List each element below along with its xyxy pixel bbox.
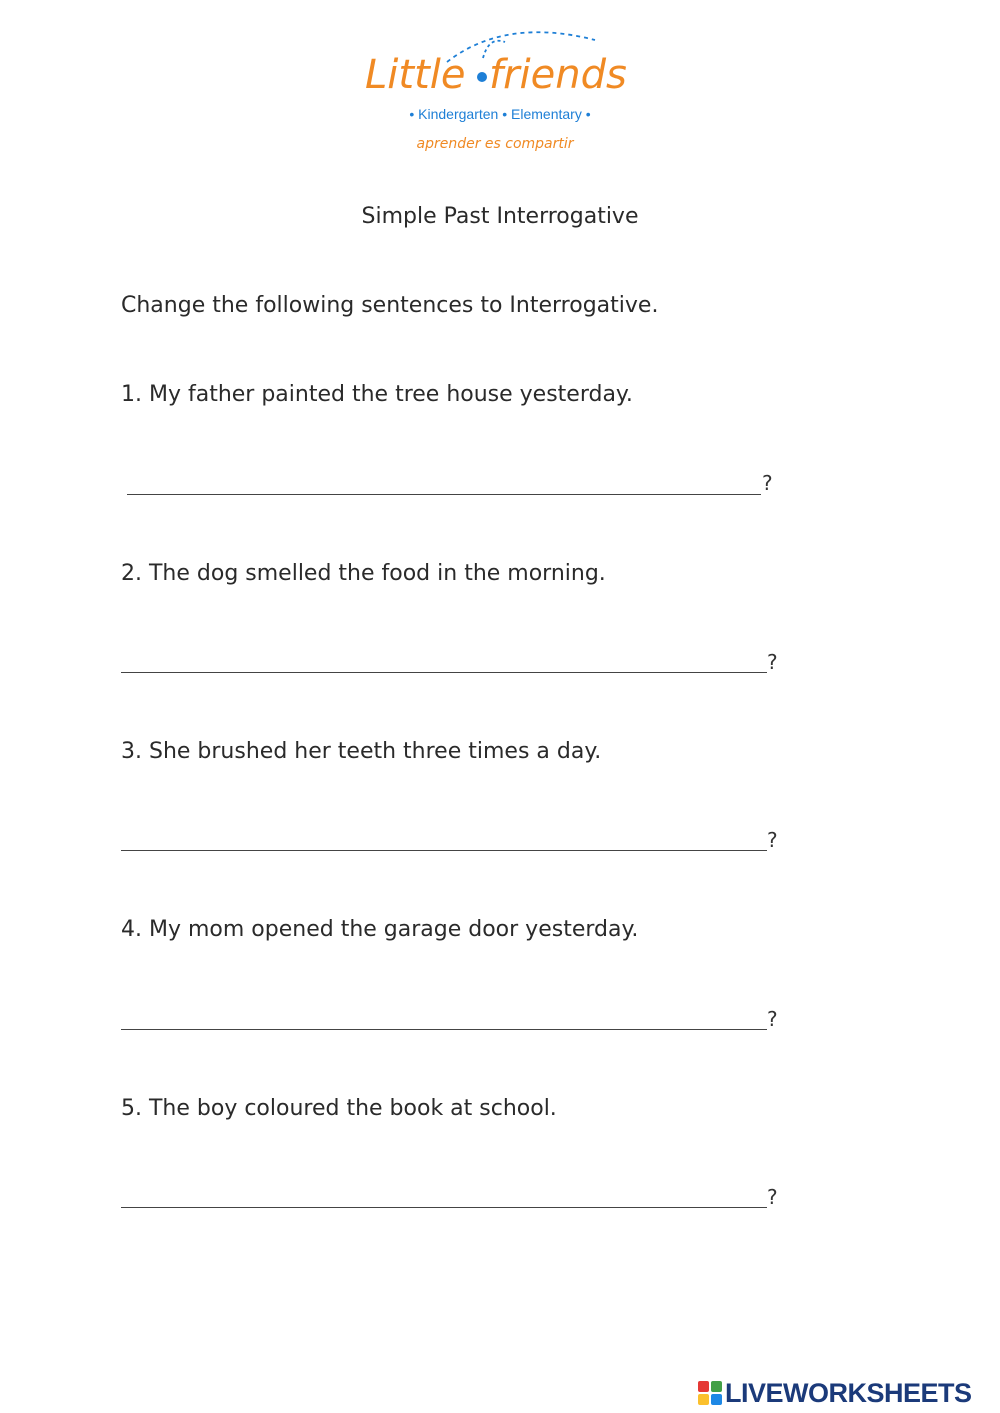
worksheet-title: Simple Past Interrogative — [361, 204, 639, 229]
answer-question-mark-5: ? — [767, 1185, 778, 1209]
logo-tagline: aprender es compartir — [416, 136, 574, 152]
liveworksheets-blocks-icon — [698, 1381, 722, 1405]
question-2: 2. The dog smelled the food in the morning. — [121, 561, 606, 586]
logo-word-little: Little — [365, 52, 466, 98]
block-blue — [711, 1394, 722, 1405]
answer-question-mark-2: ? — [767, 650, 778, 674]
question-3: 3. She brushed her teeth three times a day. — [121, 739, 602, 764]
question-5: 5. The boy coloured the book at school. — [121, 1096, 557, 1121]
liveworksheets-text: LIVEWORKSHEETS — [725, 1378, 972, 1408]
answer-question-mark-1: ? — [762, 471, 773, 495]
answer-line-4[interactable] — [121, 1029, 767, 1030]
answer-line-3[interactable] — [121, 850, 767, 851]
answer-question-mark-3: ? — [767, 828, 778, 852]
block-yellow — [698, 1394, 709, 1405]
logo-word-friends: friends — [489, 52, 627, 98]
little-friends-logo — [355, 22, 645, 157]
logo-subtitle: • Kindergarten • Elementary • — [409, 106, 591, 122]
worksheet-instruction: Change the following sentences to Interrogative. — [121, 293, 659, 318]
liveworksheets-brand — [698, 1378, 994, 1408]
logo-dot-icon — [477, 72, 487, 82]
answer-line-2[interactable] — [121, 672, 767, 673]
question-4: 4. My mom opened the garage door yesterday. — [121, 917, 639, 942]
block-red — [698, 1381, 709, 1392]
question-1: 1. My father painted the tree house yesterday. — [121, 382, 633, 407]
answer-line-1[interactable] — [127, 494, 761, 495]
block-green — [711, 1381, 722, 1392]
answer-line-5[interactable] — [121, 1207, 767, 1208]
answer-question-mark-4: ? — [767, 1007, 778, 1031]
